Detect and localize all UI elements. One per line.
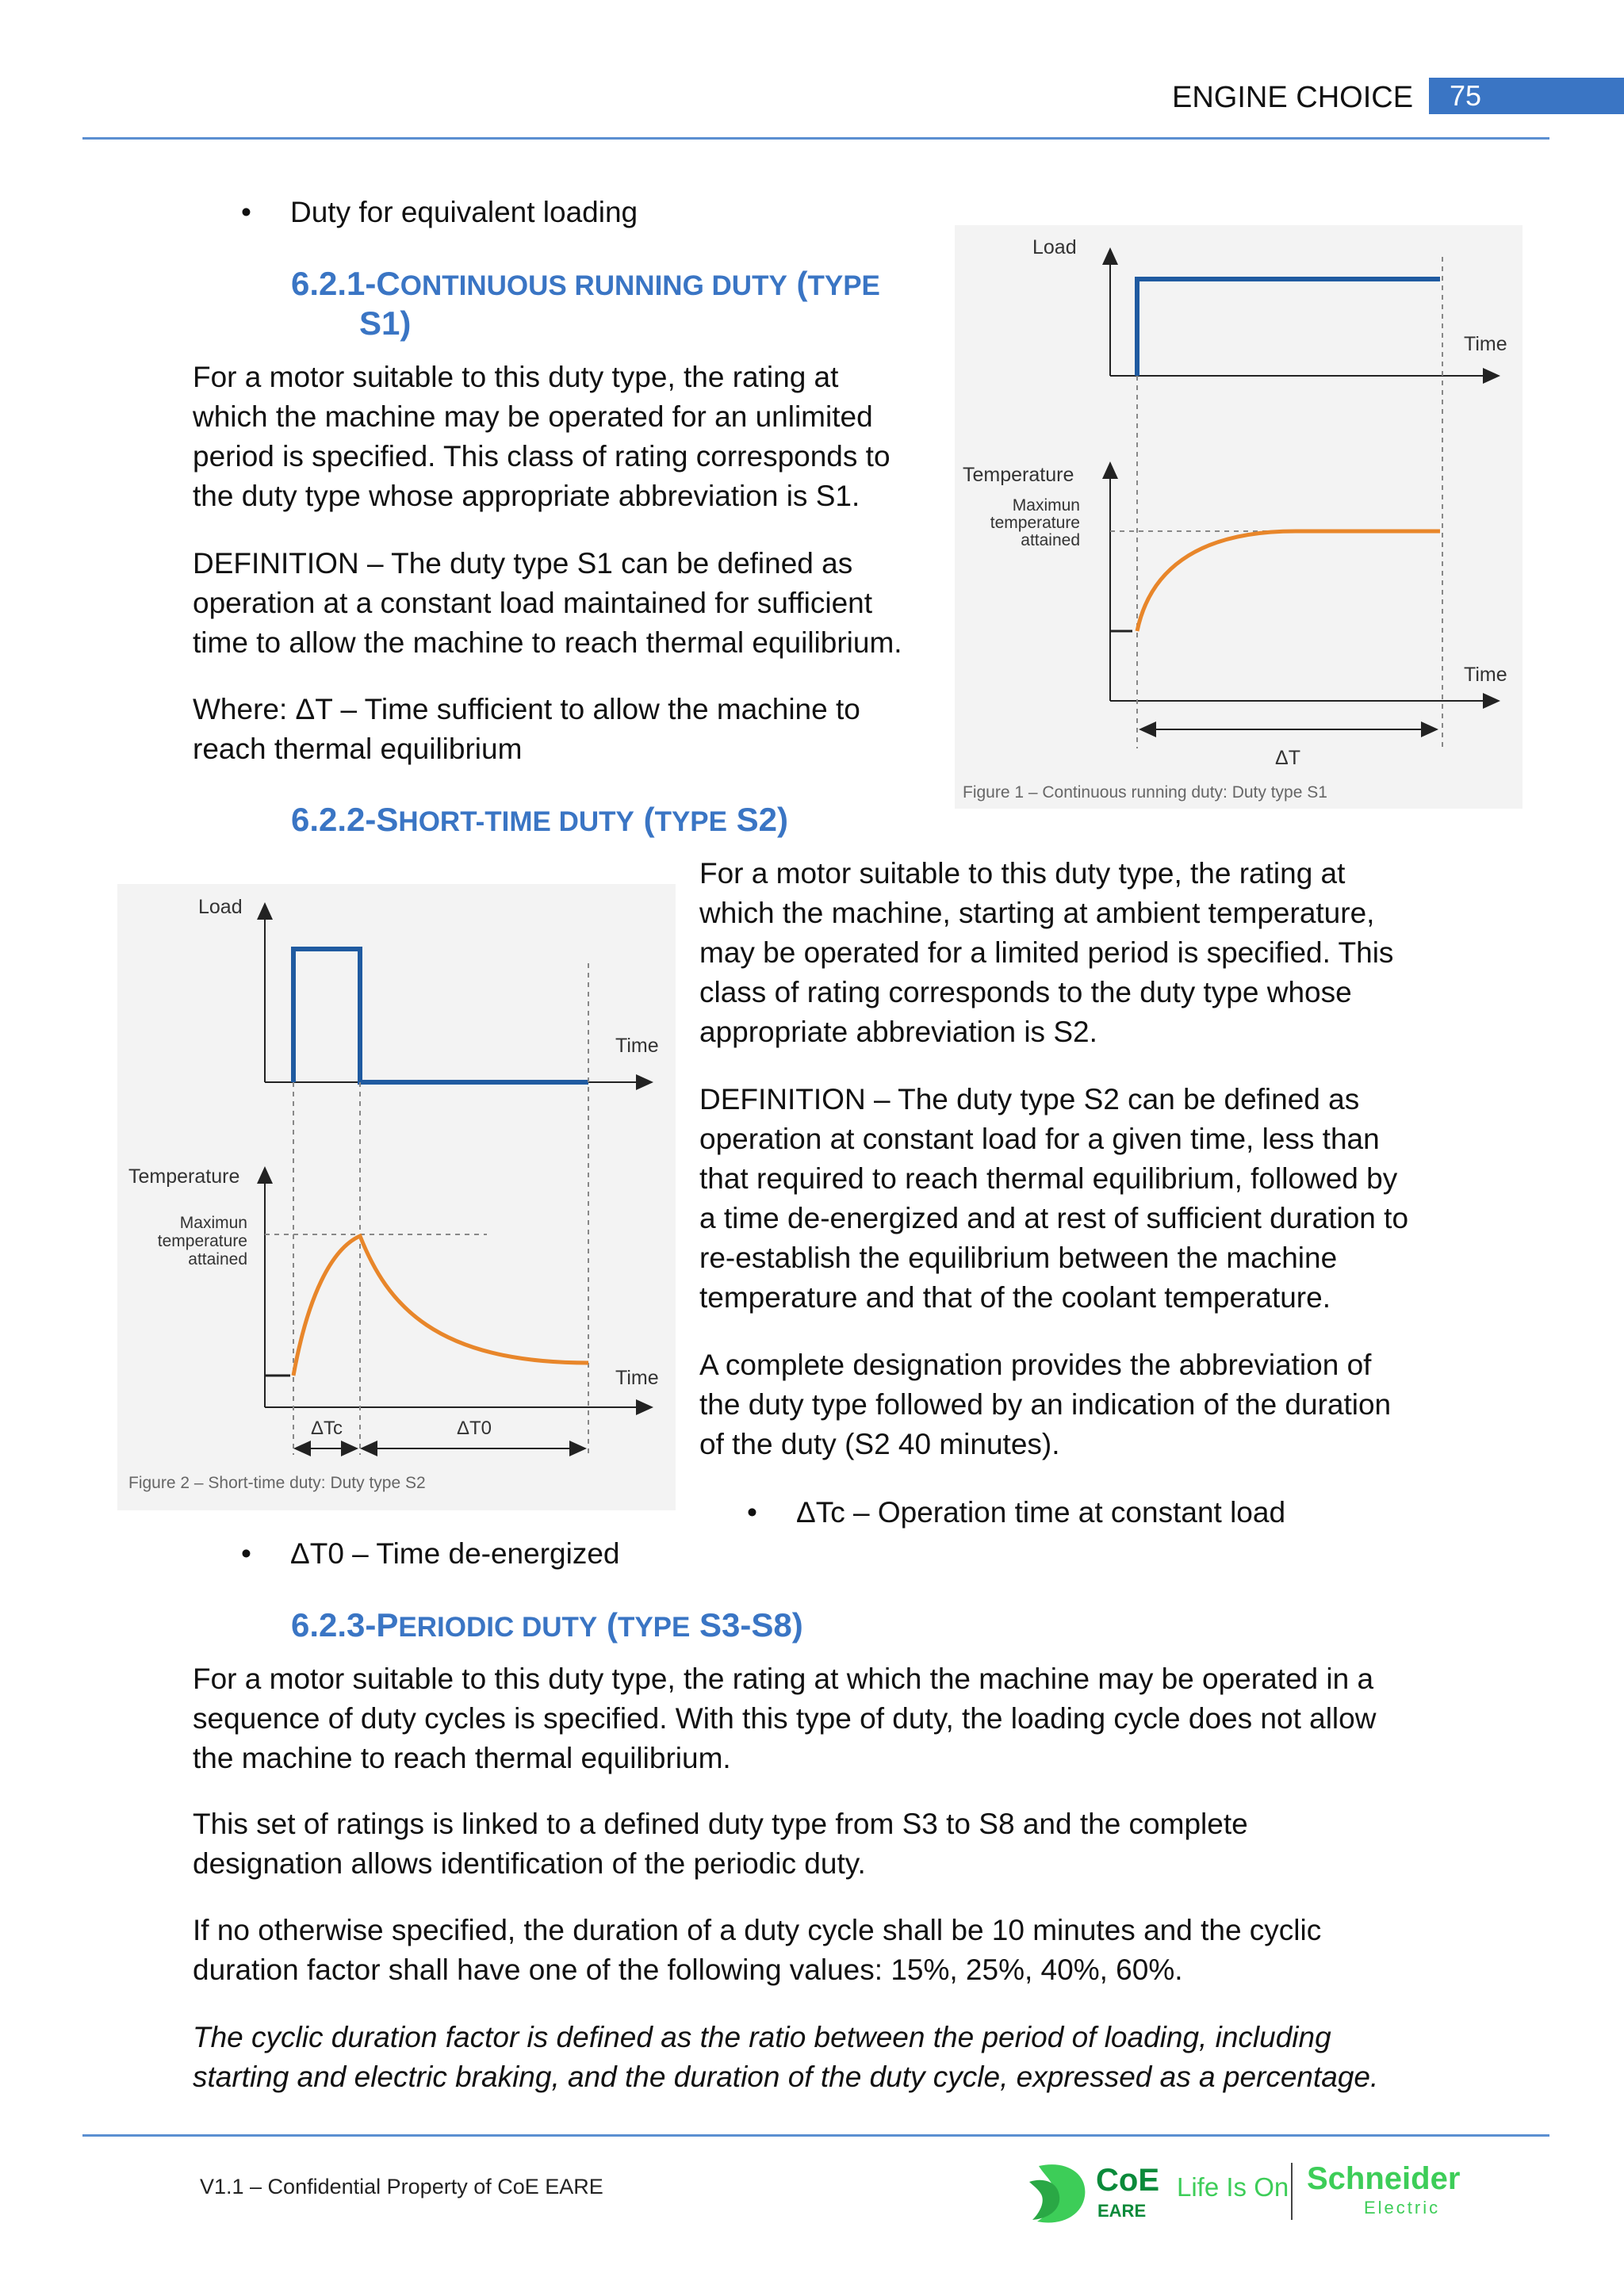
text-line: If no otherwise specified, the duration of a duty cycle shall be 10 minutes and the cyclic bbox=[193, 1914, 1322, 1946]
load-curve bbox=[1137, 279, 1440, 376]
bullet-text: Duty for equivalent loading bbox=[290, 196, 638, 228]
load-curve bbox=[293, 949, 588, 1082]
figure-1-caption: Figure 1 – Continuous running duty: Duty type S1 bbox=[963, 783, 1327, 802]
time-label-top: Time bbox=[615, 1035, 659, 1057]
time-label-top: Time bbox=[1464, 333, 1507, 355]
logo-coe-text: CoE bbox=[1096, 2163, 1159, 2198]
temperature-label: Temperature bbox=[963, 464, 1074, 486]
max-label-line: attained bbox=[188, 1250, 247, 1269]
figure-1-diagram bbox=[955, 225, 1522, 809]
section-623-para3 bbox=[193, 1911, 1541, 1990]
text-line: may be operated for a limited period is specified. This bbox=[699, 936, 1394, 969]
text-line: starting and electric braking, and the duration of the duty cycle, expressed as a percentage. bbox=[193, 2061, 1379, 2093]
logo-life-is-on: Life Is On bbox=[1177, 2172, 1289, 2202]
load-label: Load bbox=[198, 896, 243, 918]
max-label-line: temperature bbox=[990, 514, 1080, 532]
coe-leaf-icon bbox=[1023, 2158, 1094, 2229]
header-rule bbox=[82, 137, 1549, 140]
bullet-text: ΔT0 – Time de-energized bbox=[290, 1537, 620, 1570]
text-line: This set of ratings is linked to a defined duty type from S3 to S8 and the complete bbox=[193, 1808, 1248, 1840]
footer-text: V1.1 – Confidential Property of CoE EARE bbox=[200, 2175, 603, 2198]
delta-t0-label: ΔT0 bbox=[456, 1418, 492, 1439]
text-line: designation allows identification of the periodic duty. bbox=[193, 1847, 866, 1880]
logo-schneider-text: Schneider bbox=[1307, 2161, 1461, 2196]
text-line: appropriate abbreviation is S2. bbox=[699, 1016, 1097, 1048]
text-line: For a motor suitable to this duty type, the rating at bbox=[699, 857, 1346, 890]
coe-eare-logo bbox=[1023, 2156, 1316, 2233]
text-line: temperature and that of the coolant temperature. bbox=[699, 1281, 1331, 1314]
temperature-curve bbox=[293, 1236, 588, 1376]
time-label-bottom: Time bbox=[1464, 664, 1507, 686]
header-title: ENGINE CHOICE bbox=[1172, 81, 1414, 114]
time-label-bottom: Time bbox=[615, 1367, 659, 1389]
text-line: a time de-energized and at rest of sufficient duration to bbox=[699, 1202, 1409, 1234]
text-line: operation at a constant load maintained for sufficient bbox=[193, 587, 873, 619]
text-line: that required to reach thermal equilibrium, followed by bbox=[699, 1162, 1398, 1195]
load-label: Load bbox=[1032, 236, 1077, 258]
delta-tc-label: ΔTc bbox=[310, 1418, 343, 1439]
logo-divider bbox=[1291, 2163, 1293, 2220]
text-line: DEFINITION – The duty type S1 can be defined as bbox=[193, 547, 853, 580]
section-623-para2 bbox=[193, 1804, 1541, 1884]
section-622-number: 6.2.2- bbox=[291, 801, 377, 838]
temperature-curve bbox=[1137, 531, 1440, 631]
temperature-label: Temperature bbox=[128, 1165, 240, 1188]
section-623-para4 bbox=[193, 2018, 1541, 2097]
max-label-line: Maximun bbox=[1012, 496, 1080, 515]
figure-2 bbox=[117, 884, 676, 1510]
text-line: For a motor suitable to this duty type, the rating at bbox=[193, 361, 839, 393]
text-line: For a motor suitable to this duty type, the rating at which the machine may be operated in a bbox=[193, 1663, 1374, 1695]
figure-2-caption: Figure 2 – Short-time duty: Duty type S2 bbox=[128, 1474, 426, 1492]
max-label-line: Maximun bbox=[179, 1214, 247, 1232]
text-line: operation at constant load for a given time, less than bbox=[699, 1123, 1380, 1155]
section-621-para3 bbox=[193, 690, 946, 769]
text-line: Where: ΔT – Time sufficient to allow the machine to bbox=[193, 693, 860, 725]
text-line: class of rating corresponds to the duty type whose bbox=[699, 976, 1352, 1008]
section-623-title: PERIODIC DUTY (TYPE S3-S8) bbox=[376, 1606, 803, 1644]
text-line: The cyclic duration factor is defined as the ratio between the period of loading, including bbox=[193, 2021, 1331, 2053]
text-line: which the machine, starting at ambient temperature, bbox=[699, 897, 1375, 929]
section-622-para2 bbox=[699, 1080, 1524, 1318]
section-622-title: SHORT-TIME DUTY (TYPE S2) bbox=[376, 801, 789, 838]
page-number: 75 bbox=[1450, 79, 1482, 112]
text-line: period is specified. This class of rating corresponds to bbox=[193, 440, 891, 473]
section-622-para1 bbox=[699, 854, 1524, 1052]
section-621-number: 6.2.1- bbox=[291, 265, 377, 302]
text-line: the machine to reach thermal equilibrium. bbox=[193, 1742, 731, 1774]
text-line: the duty type whose appropriate abbreviation is S1. bbox=[193, 480, 860, 512]
section-623-para1 bbox=[193, 1659, 1541, 1778]
max-label-line: temperature bbox=[157, 1232, 247, 1250]
text-line: which the machine may be operated for an unlimited bbox=[193, 400, 873, 433]
footer-rule bbox=[82, 2134, 1549, 2137]
text-line: time to allow the machine to reach thermal equilibrium. bbox=[193, 626, 902, 659]
logo-eare-text: EARE bbox=[1097, 2201, 1147, 2221]
figure-1 bbox=[955, 225, 1522, 809]
text-line: reach thermal equilibrium bbox=[193, 733, 523, 765]
section-622-heading bbox=[291, 799, 788, 843]
max-label-line: attained bbox=[1021, 531, 1080, 549]
text-line: duration factor shall have one of the following values: 15%, 25%, 40%, 60%. bbox=[193, 1954, 1183, 1986]
section-621-heading-line2: S1) bbox=[359, 304, 412, 342]
section-623-number: 6.2.3- bbox=[291, 1606, 377, 1644]
delta-t-label: ΔT bbox=[1275, 747, 1300, 769]
section-621-title-line1: CONTINUOUS RUNNING DUTY (TYPE bbox=[376, 265, 880, 302]
text-line: the duty type followed by an indication of the duration bbox=[699, 1388, 1392, 1421]
figure-2-diagram bbox=[117, 884, 676, 1510]
text-line: A complete designation provides the abbreviation of bbox=[699, 1349, 1372, 1381]
bullet-text: ΔTc – Operation time at constant load bbox=[796, 1496, 1286, 1529]
text-line: re-establish the equilibrium between the machine bbox=[699, 1242, 1338, 1274]
section-621-para2 bbox=[193, 544, 946, 663]
text-line: sequence of duty cycles is specified. With this type of duty, the loading cycle does not allow bbox=[193, 1702, 1377, 1735]
schneider-logo bbox=[1307, 2158, 1497, 2229]
page-number-box bbox=[1429, 78, 1624, 114]
logo-electric-text: Electric bbox=[1364, 2198, 1441, 2218]
section-623-heading bbox=[291, 1605, 803, 1648]
section-622-para3 bbox=[699, 1345, 1524, 1464]
section-621-para1 bbox=[193, 358, 946, 516]
text-line: of the duty (S2 40 minutes). bbox=[699, 1428, 1060, 1460]
text-line: DEFINITION – The duty type S2 can be defined as bbox=[699, 1083, 1360, 1115]
section-621-heading bbox=[291, 263, 925, 307]
